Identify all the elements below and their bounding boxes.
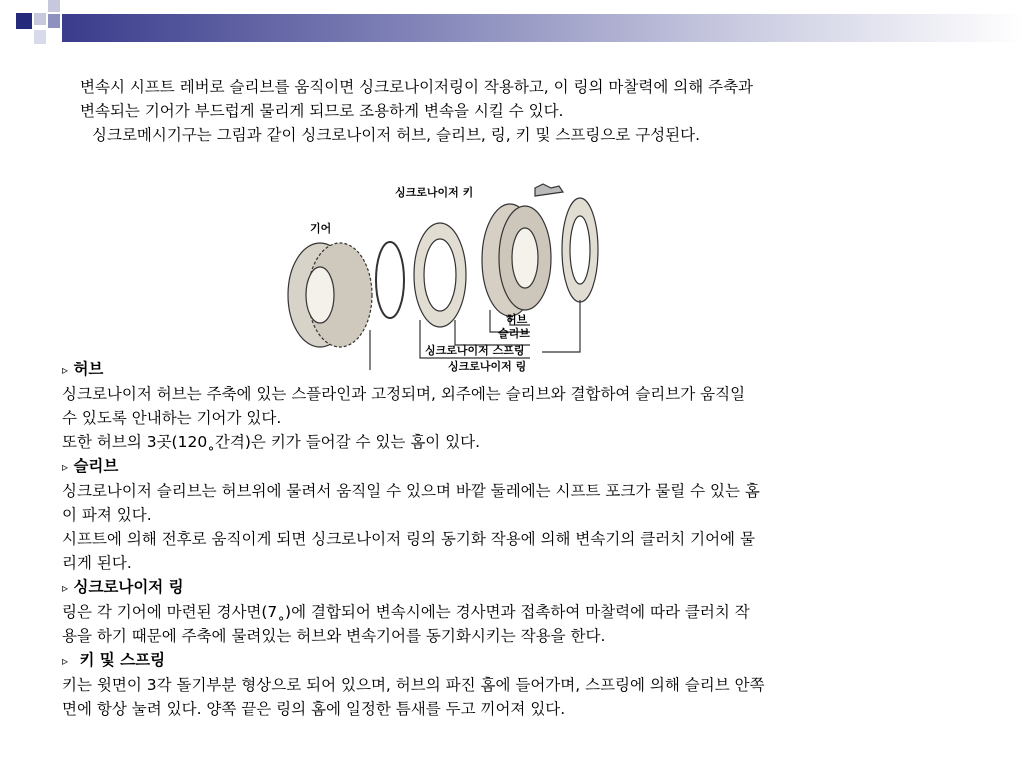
header-square-2 [34, 13, 46, 25]
section-heading-sleeve [62, 454, 118, 479]
header-square-5 [34, 30, 46, 44]
section-heading-hub [62, 357, 103, 382]
label-synchronizer-ring: 싱크로나이저 링 [448, 360, 527, 373]
section-title-key: 키 및 스프링 [79, 651, 166, 669]
bullet-icon: ▹ [62, 363, 69, 377]
section-title-ring: 싱크로나이저 링 [73, 578, 184, 596]
bullet-icon: ▹ [62, 581, 69, 595]
section-title-hub: 허브 [73, 360, 104, 378]
header-square-4 [48, 14, 60, 28]
bullet-icon: ▹ [62, 460, 69, 474]
rear-ring-inner [570, 216, 590, 284]
section-title-sleeve: 슬리브 [73, 457, 119, 475]
header-gradient-bar [62, 14, 1024, 42]
header-square-3 [48, 0, 60, 12]
label-synchronizer-spring: 싱크로나이저 스프링 [425, 344, 525, 357]
synchromesh-figure [280, 180, 600, 375]
sleeve-line-4: 리게 된다. [62, 554, 132, 572]
label-sleeve: 슬리브 [498, 327, 530, 340]
label-hub: 허브 [506, 313, 528, 326]
section-heading-ring [62, 575, 184, 600]
ring-line-1: 링은 각 기어에 마련된 경사면(7˳)에 결합되어 변속시에는 경사면과 접촉하여 마찰력에 따라 클러치 작 [62, 603, 750, 621]
key-shape [535, 184, 563, 196]
sleeve-line-3: 시프트에 의해 전후로 움직이게 되면 싱크로나이저 링의 동기화 작용에 의해 변속기의 클러치 기어에 물 [62, 530, 755, 548]
intro-line-1: 변속시 시프트 레버로 슬리브를 움직이면 싱크로나이저링이 작용하고, 이 링의 마찰력에 의해 주축과 [80, 78, 754, 96]
intro-line-2: 변속되는 기어가 부드럽게 물리게 되므로 조용하게 변속을 시킬 수 있다. [80, 102, 564, 120]
gear-bore [306, 267, 334, 323]
sleeve-line-1: 싱크로나이저 슬리브는 허브위에 물려서 움직일 수 있으며 바깥 둘레에는 시프트 포크가 물릴 수 있는 홈 [62, 482, 760, 500]
hub-line-3: 또한 허브의 3곳(120˳간격)은 키가 들어갈 수 있는 홈이 있다. [62, 433, 481, 451]
key-line-2: 면에 항상 눌려 있다. 양쪽 끝은 링의 홈에 일정한 틈새를 두고 끼어져 있다. [62, 700, 566, 718]
section-heading-key [62, 648, 165, 673]
hub-inner [512, 228, 538, 288]
synchromesh-illustration [280, 180, 600, 375]
header-square-1 [16, 13, 32, 29]
intro-line-3: 싱크로메시기구는 그림과 같이 싱크로나이저 허브, 슬리브, 링, 키 및 스프링으로 구성된다. [92, 126, 701, 144]
sleeve-line-2: 이 파져 있다. [62, 506, 152, 524]
bullet-icon: ▹ [62, 654, 69, 668]
label-synchronizer-key: 싱크로나이저 키 [395, 186, 474, 199]
hub-line-2: 수 있도록 안내하는 기어가 있다. [62, 409, 282, 427]
spring-coil [376, 242, 404, 318]
ring-inner [424, 239, 456, 311]
key-line-1: 키는 윗면이 3각 돌기부분 형상으로 되어 있으며, 허브의 파진 홈에 들어가며, 스프링에 의해 슬리브 안쪽 [62, 676, 765, 694]
ring-line-2: 용을 하기 때문에 주축에 물려있는 허브와 변속기어를 동기화시키는 작용을 한다. [62, 627, 606, 645]
label-gear: 기어 [310, 222, 332, 235]
hub-line-1: 싱크로나이저 허브는 주축에 있는 스플라인과 고정되며, 외주에는 슬리브와 결합하여 슬리브가 움직일 [62, 385, 746, 403]
